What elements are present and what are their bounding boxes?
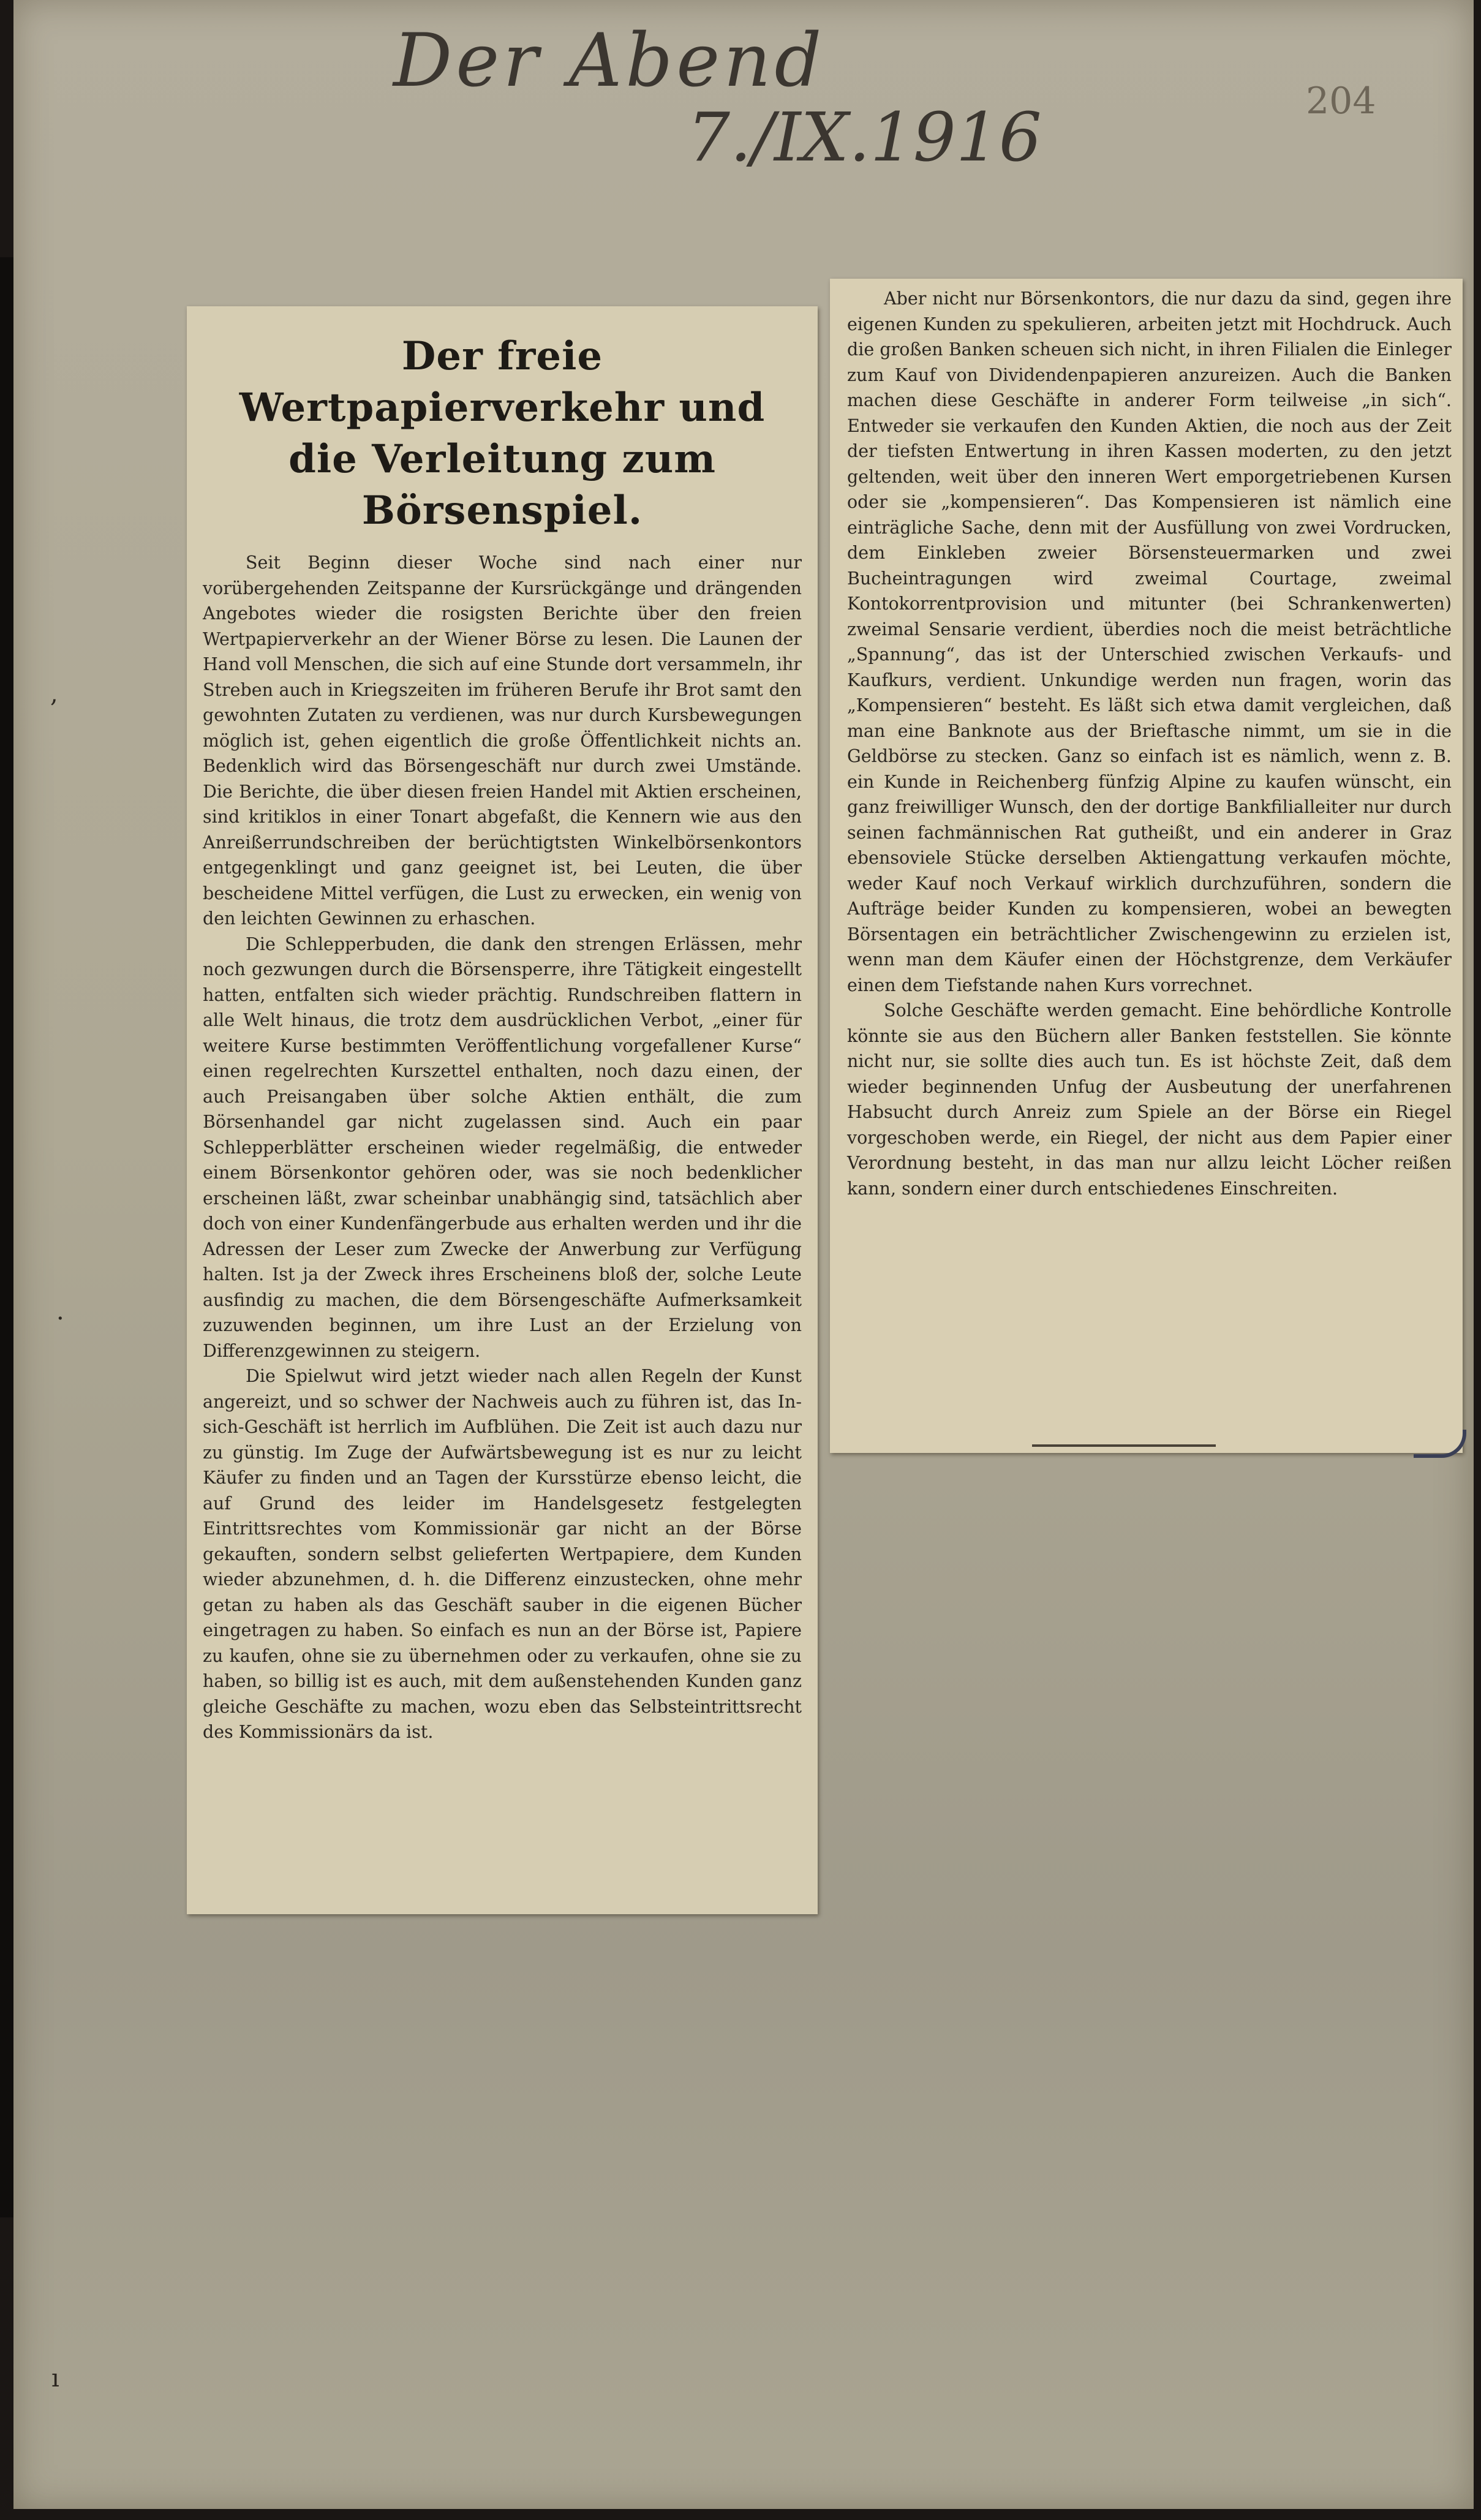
- archive-sheet: [13, 0, 1474, 2509]
- page-number: 204: [1306, 80, 1376, 123]
- clipping-right: [830, 279, 1463, 1453]
- article-paragraph: Die Schlepperbuden, die dank den strengen Erlässen, mehr noch gezwungen durch die Börsensperre, ihre Tätigkeit eingestellt hatten, entfalten sich wieder prächtig. Rundschreiben flattern in alle Welt hinaus, die trotz dem ausdrücklichen Verbot, „einer für weitere Kurse bestimmten Veröffentlichung vorgefallener Kurse“ einen regelrechten Kurszettel enthalten, noch dazu einen, der auch Preisangaben über solche Aktien enthält, die zum Börsenhandel gar nicht zugelassen sind. Auch ein paar Schlepperblätter erscheinen wieder regelmäßig, die entweder einem Börsenkontor gehören oder, was sie noch bedenklicher erscheinen läßt, zwar scheinbar unabhängig sind, tatsächlich aber doch von einer Kundenfängerbude aus erhalten werden und ihr die Adressen der Leser zum Zwecke der Anwerbung zur Verfügung halten. Ist ja der Zweck ihres Erscheinens bloß der, solche Leute ausfindig zu machen, die dem Börsengeschäfte Aufmerksamkeit zuzuwenden beginnen, um ihre Lust an der Erzielung von Differenzgewinnen zu steigern.: [203, 934, 802, 1361]
- binder-edge: [0, 257, 13, 2217]
- article-paragraph: Die Spielwut wird jetzt wieder nach allen Regeln der Kunst angereizt, und so schwer der Nachweis auch zu führen ist, das In-sich-Geschäft ist herrlich im Aufblühen. Die Zeit ist auch dazu nur zu günstig. Im Zuge der Aufwärtsbewegung ist es nur zu leicht Käufer zu finden und an Tagen der Kursstürze ebenso leicht, die auf Grund des leider im Handelsgesetz festgelegten Eintrittsrechtes vom Kommissionär gar nicht an der Börse gekauften, sondern selbst gelieferten Wertpapiere, dem Kunden wieder abzunehmen, d. h. die Differenz einzustecken, ohne mehr getan zu haben als das Geschäft sauber in die eigenen Bücher eingetragen zu haben. So einfach es nun an der Börse ist, Papiere zu kaufen, ohne sie zu übernehmen oder zu verkaufen, ohne sie zu haben, so billig ist es auch, mit dem außenstehenden Kunden ganz gleiche Geschäfte zu machen, wozu eben das Selbsteintrittsrecht des Kommissionärs da ist.: [203, 1366, 802, 1742]
- article-paragraph: Aber nicht nur Börsenkontors, die nur dazu da sind, gegen ihre eigenen Kunden zu spekulieren, arbeiten jetzt mit Hochdruck. Auch die großen Banken scheuen sich nicht, in ihren Filialen die Einleger zum Kauf von Dividendenpapieren anzureizen. Auch die Banken machen diese Geschäfte in anderer Form teilweise „in sich“. Entweder sie verkaufen den Kunden Aktien, die noch aus der Zeit der tiefsten Entwertung in ihren Kassen moderten, zu den jetzt geltenden, weit über den inneren Wert emporgetriebenen Kursen oder sie „kompensieren“. Das Kompensieren ist nämlich eine einträgliche Sache, denn mit der Ausfüllung von zwei Vordrucken, dem Einkleben zweier Börsensteuermarken und zwei Bucheintragungen wird zweimal Courtage, zweimal Kontokorrentprovision und mitunter (bei Schrankenwerten) zweimal Sensarie verdient, überdies noch die meist beträchtliche „Spannung“, das ist der Unterschied zwischen Verkaufs- und Kaufkurs, verdient. Unkundige werden nun fragen, worin das „Kompensieren“ besteht. Es läßt sich etwa damit vergleichen, daß man eine Banknote aus der Brieftasche nimmt, um sie in die Geldbörse zu stecken. Ganz so einfach ist es nämlich, wenn z. B. ein Kunde in Reichenberg fünfzig Alpine zu kaufen wünscht, ein ganz freiwilliger Wunsch, den der dortige Bankfilialleiter nur durch seinen fachmännischen Rat gutheißt, und ein anderer in Graz ebensoviele Stücke derselben Aktiengattung verkaufen möchte, weder Kauf noch Verkauf wirklich durchzuführen, sondern die Aufträge beider Kunden zu kompensieren, wobei an bewegten Börsentagen ein beträchtlicher Zwischengewinn zu erzielen ist, wenn man dem Käufer einen der Höchstgrenze, dem Verkäufer einen dem Tiefstande nahen Kurs vorrechnet.: [847, 289, 1452, 995]
- clipping-left: [187, 306, 818, 1914]
- handwritten-date: 7./IX.1916: [687, 98, 1042, 176]
- margin-mark: ı: [51, 2364, 59, 2393]
- end-rule: [1032, 1444, 1216, 1447]
- article-headline: Der freie Wertpapierverkehr und die Verleitung zum Börsenspiel.: [239, 333, 766, 534]
- margin-mark: ,: [50, 680, 58, 708]
- pencil-corner-mark: [1414, 1430, 1466, 1458]
- article-paragraph: Solche Geschäfte werden gemacht. Eine behördliche Kontrolle könnte sie aus den Büchern aller Banken feststellen. Sie könnte nicht nur, sie sollte dies auch tun. Es ist höchste Zeit, daß dem wieder beginnenden Unfug der Ausbeutung der unerfahrenen Habsucht durch Anreiz zum Spiele an der Börse ein Riegel vorgeschoben werde, ein Riegel, der nicht aus dem Papier einer Verordnung besteht, in das man nur allzu leicht Löcher reißen kann, sondern einer durch entschiedenes Einschreiten.: [847, 1000, 1452, 1199]
- handwritten-newspaper-name: Der Abend: [393, 18, 826, 104]
- article-paragraph: Seit Beginn dieser Woche sind nach einer nur vorübergehenden Zeitspanne der Kursrückgänge und drängenden Angebotes wieder die rosigsten Berichte über den freien Wertpapierverkehr an der Wiener Börse zu lesen. Die Launen der Hand voll Menschen, die sich auf eine Stunde dort versammeln, ihr Streben auch in Kriegszeiten im früheren Berufe ihr Brot samt den gewohnten Zutaten zu verdienen, was nur durch Kursbewegungen möglich ist, gehen eigentlich die große Öffentlichkeit nichts an. Bedenklich wird das Börsengeschäft nur durch zwei Umstände. Die Berichte, die über diesen freien Handel mit Aktien erscheinen, sind kritiklos in einer Tonart abgefaßt, die Kennern wie aus den Anreißerrundschreiben der berüchtigtsten Winkelbörsenkontors entgegenklingt und ganz geeignet ist, bei Leuten, die über bescheidene Mittel verfügen, die Lust zu erwecken, ein wenig von den leichten Gewinnen zu erhaschen.: [203, 553, 802, 929]
- margin-mark: ·: [56, 1305, 64, 1333]
